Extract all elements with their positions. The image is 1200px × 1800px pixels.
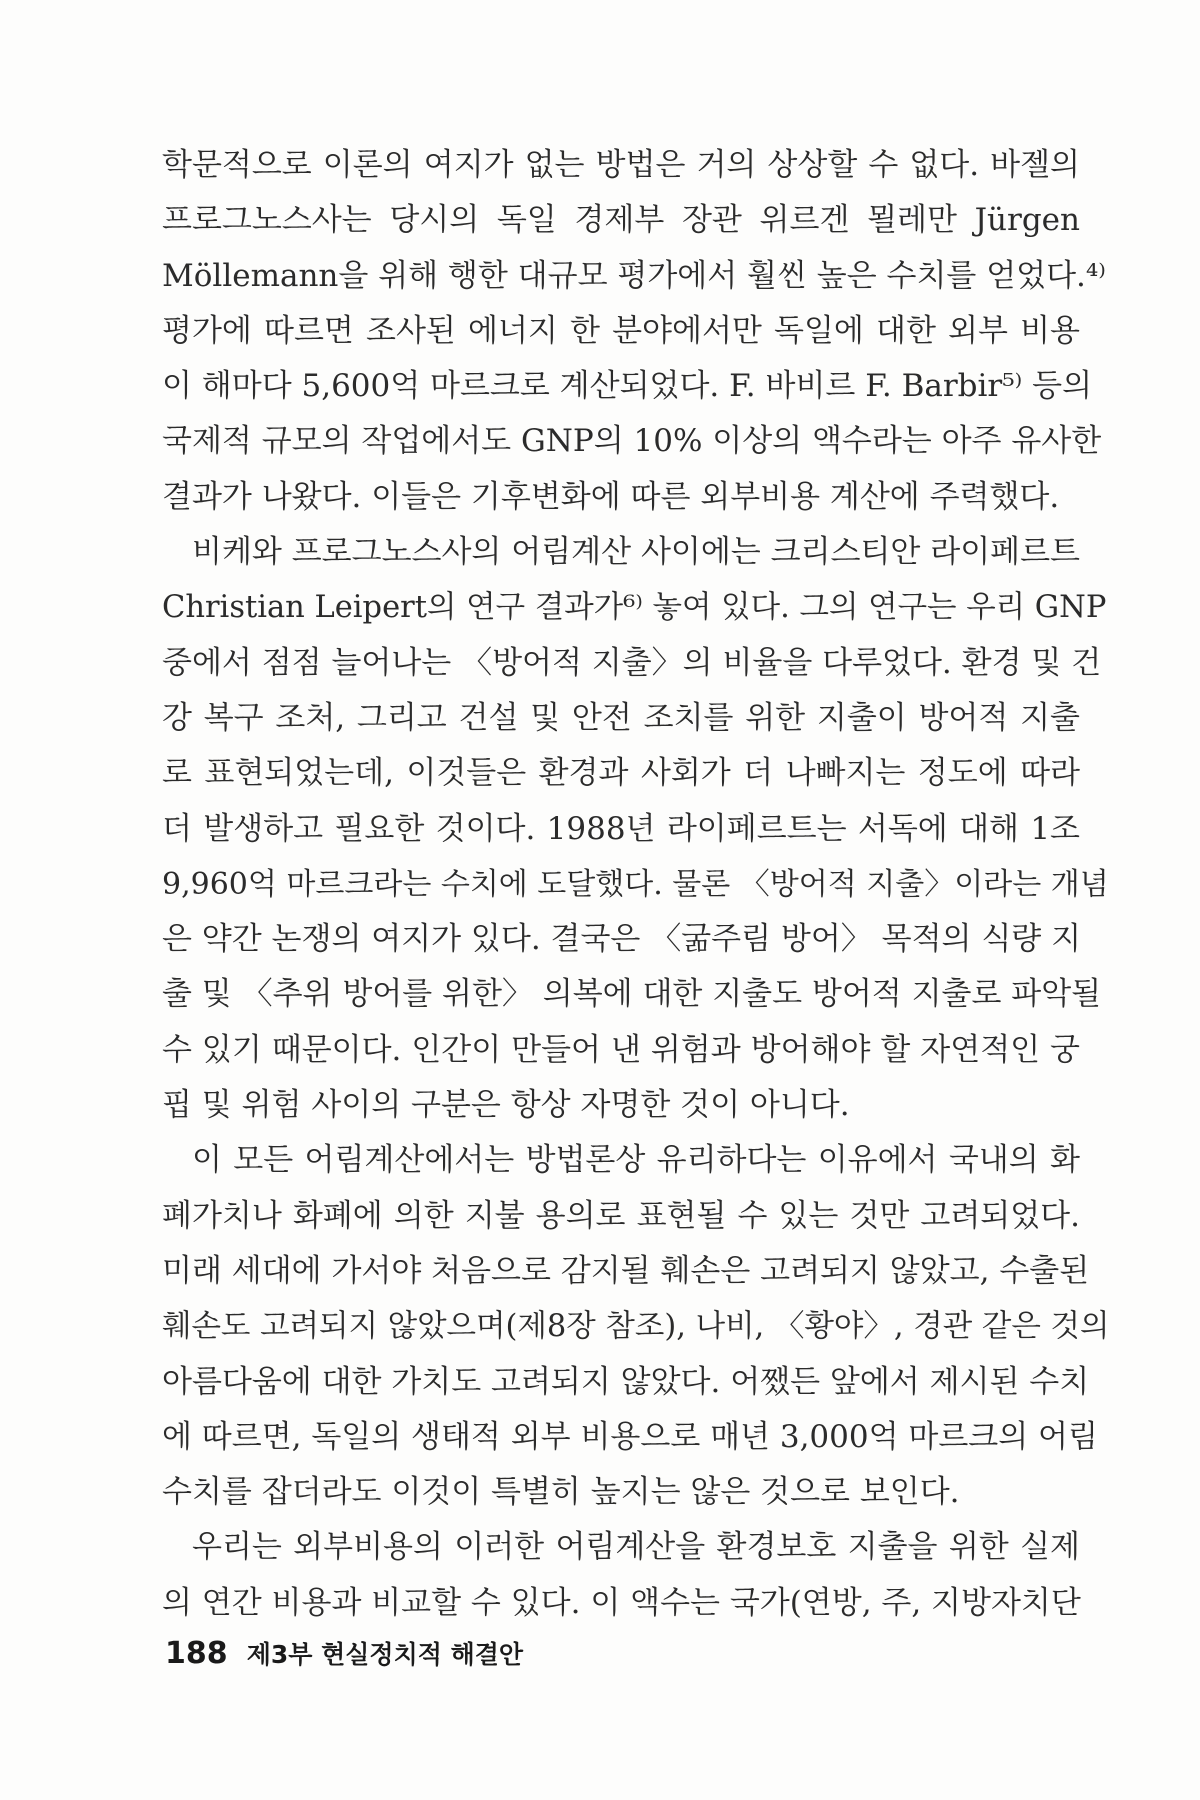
text-line: 로 표현되었는데, 이것들은 환경과 사회가 더 나빠지는 정도에 따라 — [162, 755, 1080, 792]
text-line: 훼손도 고려되지 않았으며(제8장 참조), 나비, 〈황야〉, 경관 같은 것의 — [162, 1309, 1110, 1345]
text-line: 은 약간 논쟁의 여지가 있다. 결국은 〈굶주림 방어〉 목적의 식량 지 — [162, 921, 1082, 958]
paragraph — [162, 1520, 1080, 1631]
text-line: 이 해마다 5,600억 마르크로 계산되었다. F. 바비르 F. Barbir⁵⁾ 등의 — [162, 368, 1093, 405]
text-line: 수 있기 때문이다. 인간이 만들어 낸 위험과 방어해야 할 자연적인 궁 — [162, 1031, 1080, 1068]
text-line: 비케와 프로그노스사의 어림계산 사이에는 크리스티안 라이페르트 — [192, 534, 1080, 571]
text-line: Möllemann을 위해 행한 대규모 평가에서 훨씬 높은 수치를 얻었다.⁴⁾ — [162, 257, 1106, 294]
text-line: Christian Leipert의 연구 결과가⁶⁾ 놓여 있다. 그의 연구는 우리 GNP — [162, 590, 1107, 626]
text-line: 이 모든 어림계산에서는 방법론상 유리하다는 이유에서 국내의 화 — [192, 1142, 1080, 1179]
page-footer — [165, 1635, 523, 1671]
text-line: 미래 세대에 가서야 처음으로 감지될 훼손은 고려되지 않았고, 수출된 — [162, 1252, 1090, 1289]
text-line: 평가에 따르면 조사된 에너지 한 분야에서만 독일에 대한 외부 비용 — [162, 312, 1080, 349]
text-line: 에 따르면, 독일의 생태적 외부 비용으로 매년 3,000억 마르크의 어림 — [162, 1418, 1098, 1455]
paragraph — [162, 138, 1106, 525]
text-line: 핍 및 위험 사이의 구분은 항상 자명한 것이 아니다. — [162, 1087, 850, 1124]
text-line: 의 연간 비용과 비교할 수 있다. 이 액수는 국가(연방, 주, 지방자치단 — [162, 1584, 1081, 1621]
body-text — [162, 138, 1110, 1631]
text-line: 수치를 잡더라도 이것이 특별히 높지는 않은 것으로 보인다. — [162, 1474, 960, 1511]
text-line: 프로그노스사는 당시의 독일 경제부 장관 위르겐 묄레만 Jürgen — [162, 202, 1080, 239]
text-line: 더 발생하고 필요한 것이다. 1988년 라이페르트는 서독에 대해 1조 — [162, 810, 1080, 847]
text-line: 우리는 외부비용의 이러한 어림계산을 환경보호 지출을 위한 실제 — [192, 1529, 1080, 1566]
text-line: 아름다움에 대한 가치도 고려되지 않았다. 어쨌든 앞에서 제시된 수치 — [162, 1363, 1090, 1400]
text-line: 출 및 〈추위 방어를 위한〉 의복에 대한 지출도 방어적 지출로 파악될 — [162, 976, 1102, 1013]
running-footer-section: 제3부 현실정치적 해결안 — [246, 1640, 524, 1669]
text-line: 결과가 나왔다. 이들은 기후변화에 따른 외부비용 계산에 주력했다. — [162, 478, 1060, 515]
page-number: 188 — [165, 1636, 228, 1671]
text-line: 강 복구 조처, 그리고 건설 및 안전 조치를 위한 지출이 방어적 지출 — [162, 699, 1080, 736]
text-line: 폐가치나 화폐에 의한 지불 용의로 표현될 수 있는 것만 고려되었다. — [162, 1197, 1080, 1234]
text-line: 9,960억 마르크라는 수치에 도달했다. 물론 〈방어적 지출〉이라는 개념 — [162, 866, 1109, 902]
text-line: 학문적으로 이론의 여지가 없는 방법은 거의 상상할 수 없다. 바젤의 — [162, 147, 1080, 183]
paragraph — [162, 525, 1109, 1133]
paragraph — [162, 1133, 1110, 1520]
text-line: 국제적 규모의 작업에서도 GNP의 10% 이상의 액수라는 아주 유사한 — [162, 423, 1102, 460]
text-line: 중에서 점점 늘어나는 〈방어적 지출〉의 비율을 다루었다. 환경 및 건 — [162, 644, 1102, 681]
